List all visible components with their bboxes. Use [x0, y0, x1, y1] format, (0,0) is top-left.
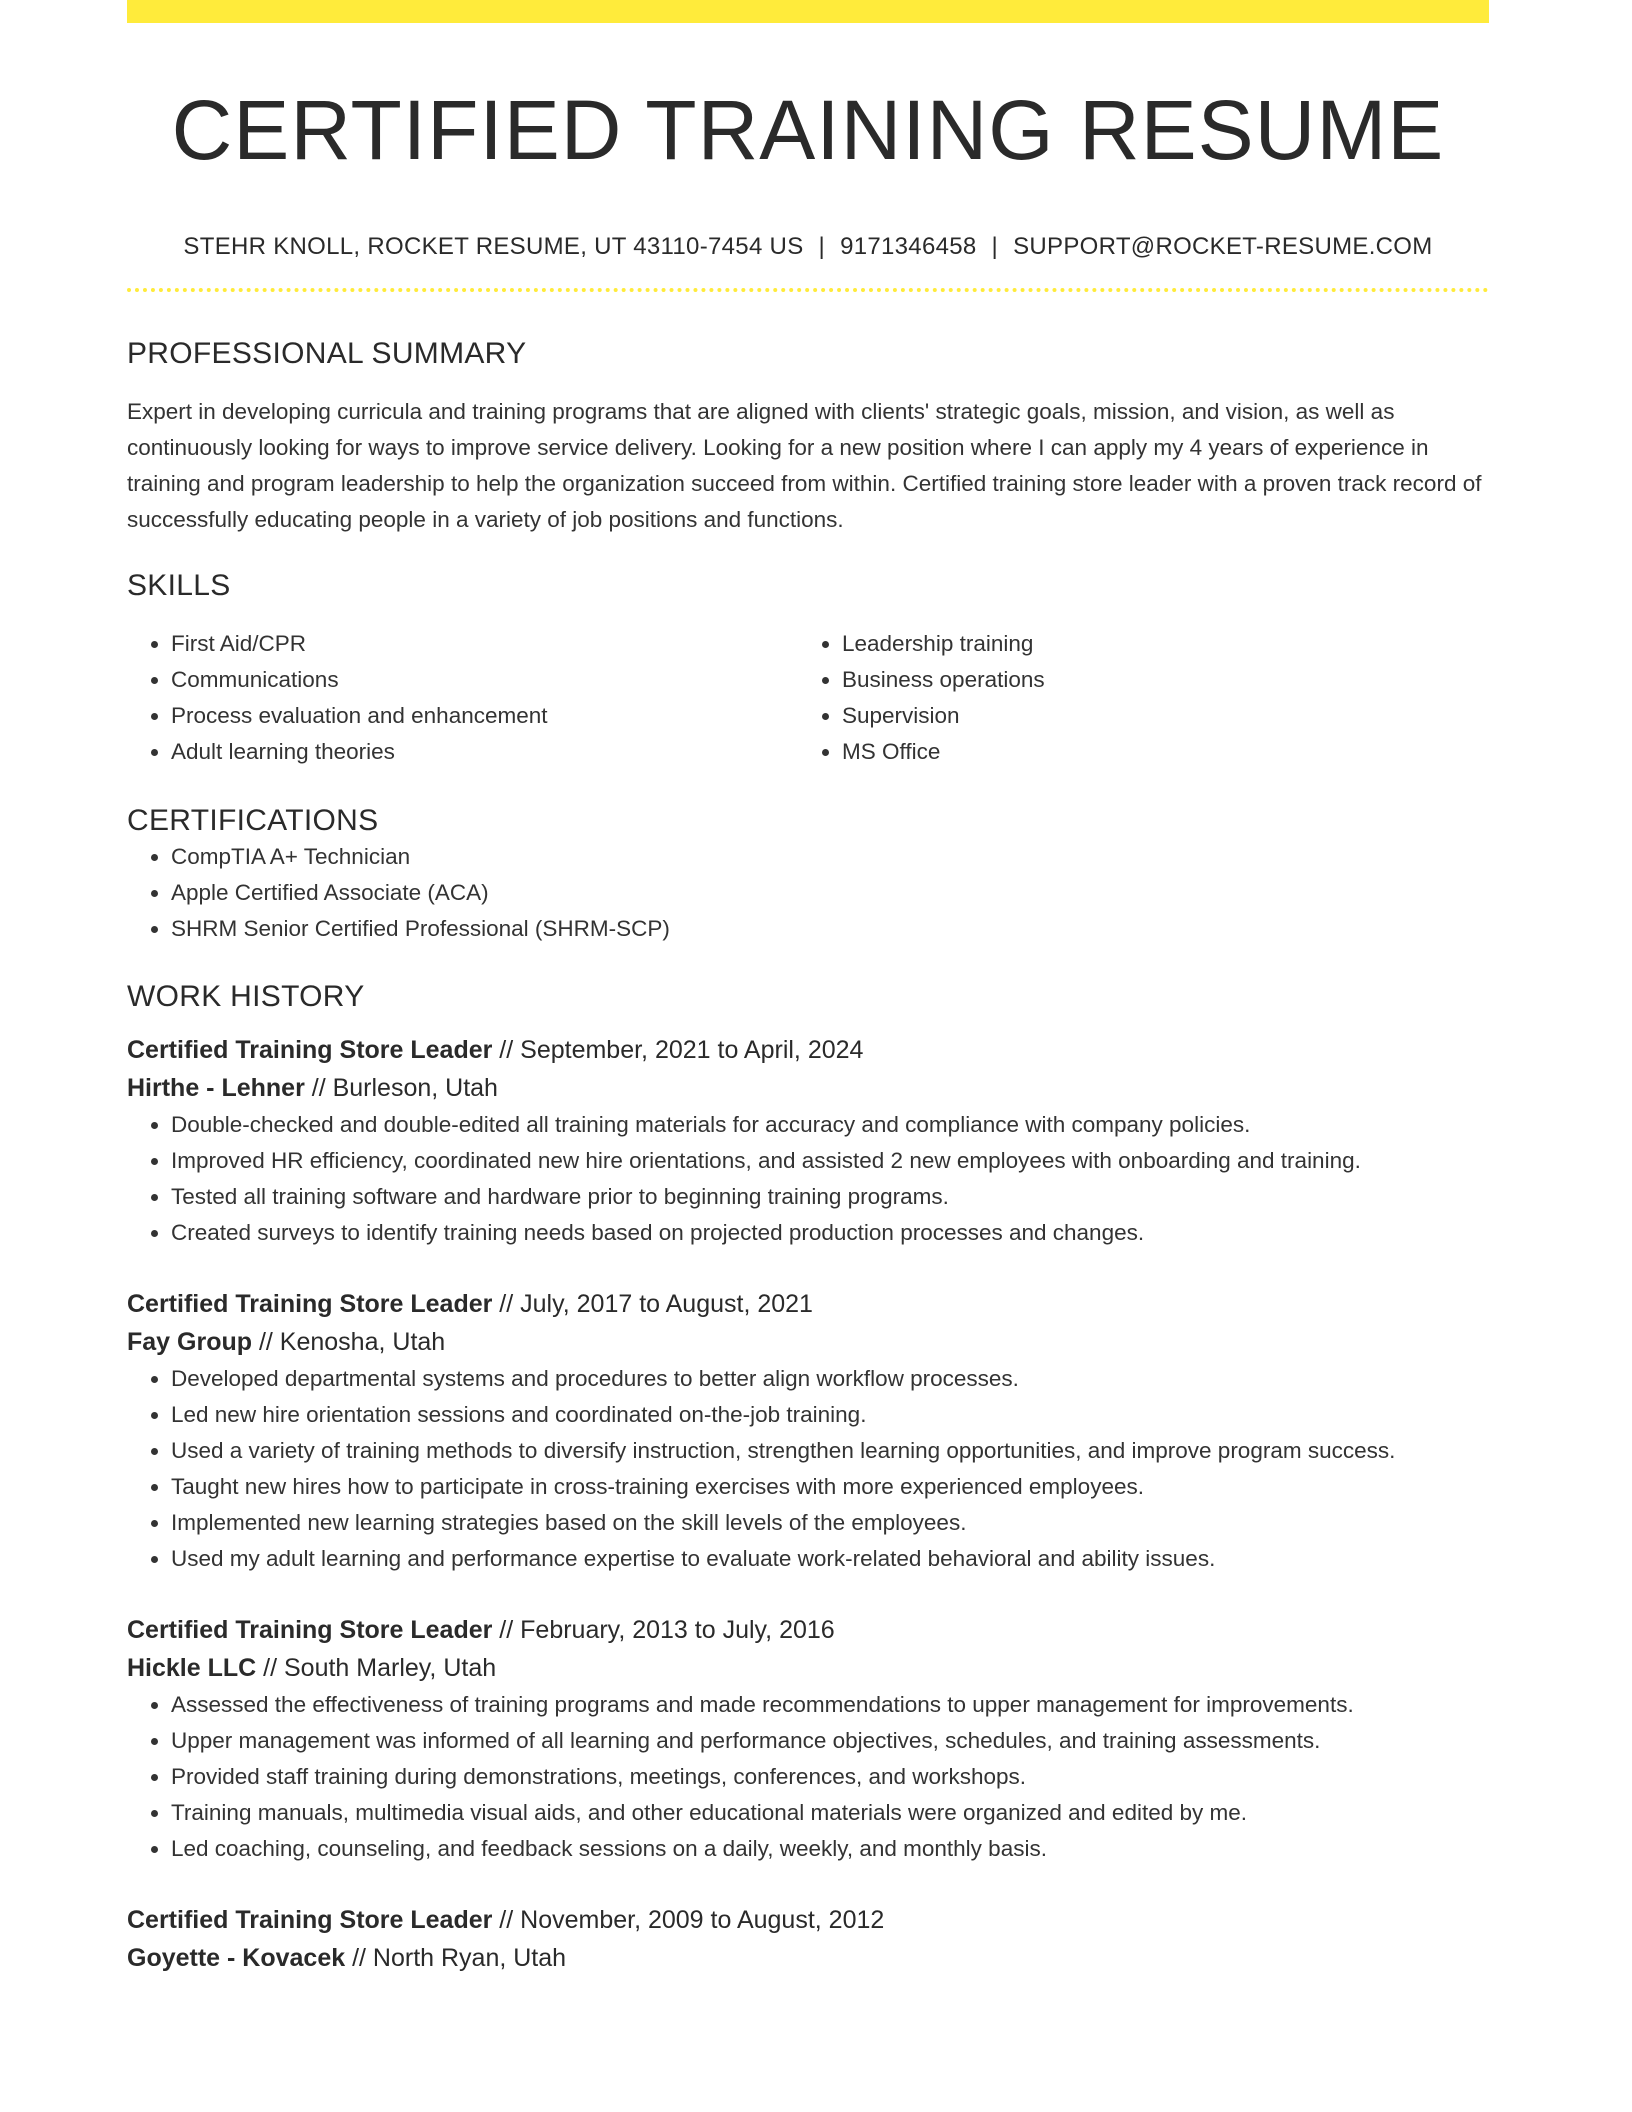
- job-entry: [127, 1031, 1489, 1251]
- certifications-list: [127, 839, 1489, 947]
- job-title-line: [127, 1031, 1489, 1069]
- job-dates: // July, 2017 to August, 2021: [492, 1290, 813, 1318]
- job-title-line: [127, 1285, 1489, 1323]
- job-duty: • Used my adult learning and performance expertise to evaluate work-related behavioral and ability issues.: [171, 1541, 1489, 1577]
- job-duty: • Led new hire orientation sessions and coordinated on-the-job training.: [171, 1397, 1489, 1433]
- job-duties-list: [127, 1361, 1489, 1577]
- contact-separator: |: [991, 233, 999, 260]
- certification-item: • Apple Certified Associate (ACA): [171, 875, 1489, 911]
- job-duty: • Provided staff training during demonstrations, meetings, conferences, and workshops.: [171, 1759, 1489, 1795]
- contact-email: SUPPORT@ROCKET-RESUME.COM: [1013, 233, 1433, 260]
- contact-address: STEHR KNOLL, ROCKET RESUME, UT 43110-7454 US: [183, 233, 804, 260]
- contact-separator: |: [818, 233, 826, 260]
- job-duty: • Training manuals, multimedia visual aids, and other educational materials were organized and edited by me.: [171, 1795, 1489, 1831]
- certification-item: • SHRM Senior Certified Professional (SHRM-SCP): [171, 911, 1489, 947]
- resume-title: CERTIFIED TRAINING RESUME: [171, 83, 1445, 177]
- job-duty: • Led coaching, counseling, and feedback sessions on a daily, weekly, and monthly basis.: [171, 1831, 1489, 1867]
- job-company: Hickle LLC: [127, 1654, 257, 1682]
- job-title-line: [127, 1611, 1489, 1649]
- job-duty: • Used a variety of training methods to diversify instruction, strengthen learning opportunities, and improve program success.: [171, 1433, 1489, 1469]
- job-dates: // February, 2013 to July, 2016: [492, 1616, 835, 1644]
- job-role: Certified Training Store Leader: [127, 1616, 493, 1644]
- contact-phone: 9171346458: [840, 233, 977, 260]
- job-dates: // November, 2009 to August, 2012: [492, 1906, 885, 1934]
- job-company-line: [127, 1069, 1489, 1107]
- job-company-line: [127, 1323, 1489, 1361]
- job-company-line: [127, 1649, 1489, 1687]
- job-entry: [127, 1285, 1489, 1577]
- skill-item: • Leadership training: [842, 626, 1469, 662]
- skill-item: • Process evaluation and enhancement: [171, 698, 798, 734]
- job-location: // South Marley, Utah: [256, 1654, 497, 1682]
- skill-item: • Business operations: [842, 662, 1469, 698]
- skill-item: • Communications: [171, 662, 798, 698]
- job-company: Fay Group: [127, 1328, 253, 1356]
- skills-heading: SKILLS: [127, 569, 231, 602]
- skills-column-left: [127, 626, 798, 770]
- resume-content: [127, 0, 1489, 1977]
- job-location: // North Ryan, Utah: [345, 1944, 567, 1972]
- job-duty: • Tested all training software and hardware prior to beginning training programs.: [171, 1179, 1489, 1215]
- job-company: Goyette - Kovacek: [127, 1944, 346, 1972]
- job-duty: • Created surveys to identify training needs based on projected production processes and changes.: [171, 1215, 1489, 1251]
- job-dates: // September, 2021 to April, 2024: [492, 1036, 864, 1064]
- job-duties-list: [127, 1687, 1489, 1867]
- job-duty: • Improved HR efficiency, coordinated new hire orientations, and assisted 2 new employees with onboarding and training.: [171, 1143, 1489, 1179]
- summary-heading: PROFESSIONAL SUMMARY: [127, 337, 527, 370]
- contact-line: [127, 232, 1489, 262]
- job-company-line: [127, 1939, 1489, 1977]
- job-duty: • Double-checked and double-edited all training materials for accuracy and compliance with company policies.: [171, 1107, 1489, 1143]
- certifications-heading: CERTIFICATIONS: [127, 804, 379, 837]
- job-duties-list: [127, 1107, 1489, 1251]
- skill-item: • MS Office: [842, 734, 1469, 770]
- skills-column-right: [798, 626, 1469, 770]
- job-duty: • Implemented new learning strategies based on the skill levels of the employees.: [171, 1505, 1489, 1541]
- job-duty: • Developed departmental systems and procedures to better align workflow processes.: [171, 1361, 1489, 1397]
- job-title-line: [127, 1901, 1489, 1939]
- job-location: // Kenosha, Utah: [252, 1328, 446, 1356]
- job-company: Hirthe - Lehner: [127, 1074, 305, 1102]
- job-entry: [127, 1901, 1489, 1977]
- job-duty: • Upper management was informed of all learning and performance objectives, schedules, and training assessments.: [171, 1723, 1489, 1759]
- skills-list: [127, 626, 1489, 770]
- job-location: // Burleson, Utah: [304, 1074, 498, 1102]
- work-history-heading: WORK HISTORY: [127, 980, 365, 1013]
- job-role: Certified Training Store Leader: [127, 1290, 493, 1318]
- skill-item: • Adult learning theories: [171, 734, 798, 770]
- summary-text: Expert in developing curricula and training programs that are aligned with clients' strategic goals, mission, and vision, as well as continuously looking for ways to improve service delivery. Looking for a new position where I can apply my 4 years of experience in training and program leadership to help the organization succeed from within. Certified training store leader with a proven track record of successfully educating people in a variety of job positions and functions.: [127, 399, 1482, 532]
- dotted-divider: [127, 288, 1489, 292]
- job-duty: • Assessed the effectiveness of training programs and made recommendations to upper management for improvements.: [171, 1687, 1489, 1723]
- job-role: Certified Training Store Leader: [127, 1036, 493, 1064]
- job-role: Certified Training Store Leader: [127, 1906, 493, 1934]
- skill-item: • Supervision: [842, 698, 1469, 734]
- job-entry: [127, 1611, 1489, 1867]
- job-duty: • Taught new hires how to participate in cross-training exercises with more experienced employees.: [171, 1469, 1489, 1505]
- certification-item: • CompTIA A+ Technician: [171, 839, 1489, 875]
- skill-item: • First Aid/CPR: [171, 626, 798, 662]
